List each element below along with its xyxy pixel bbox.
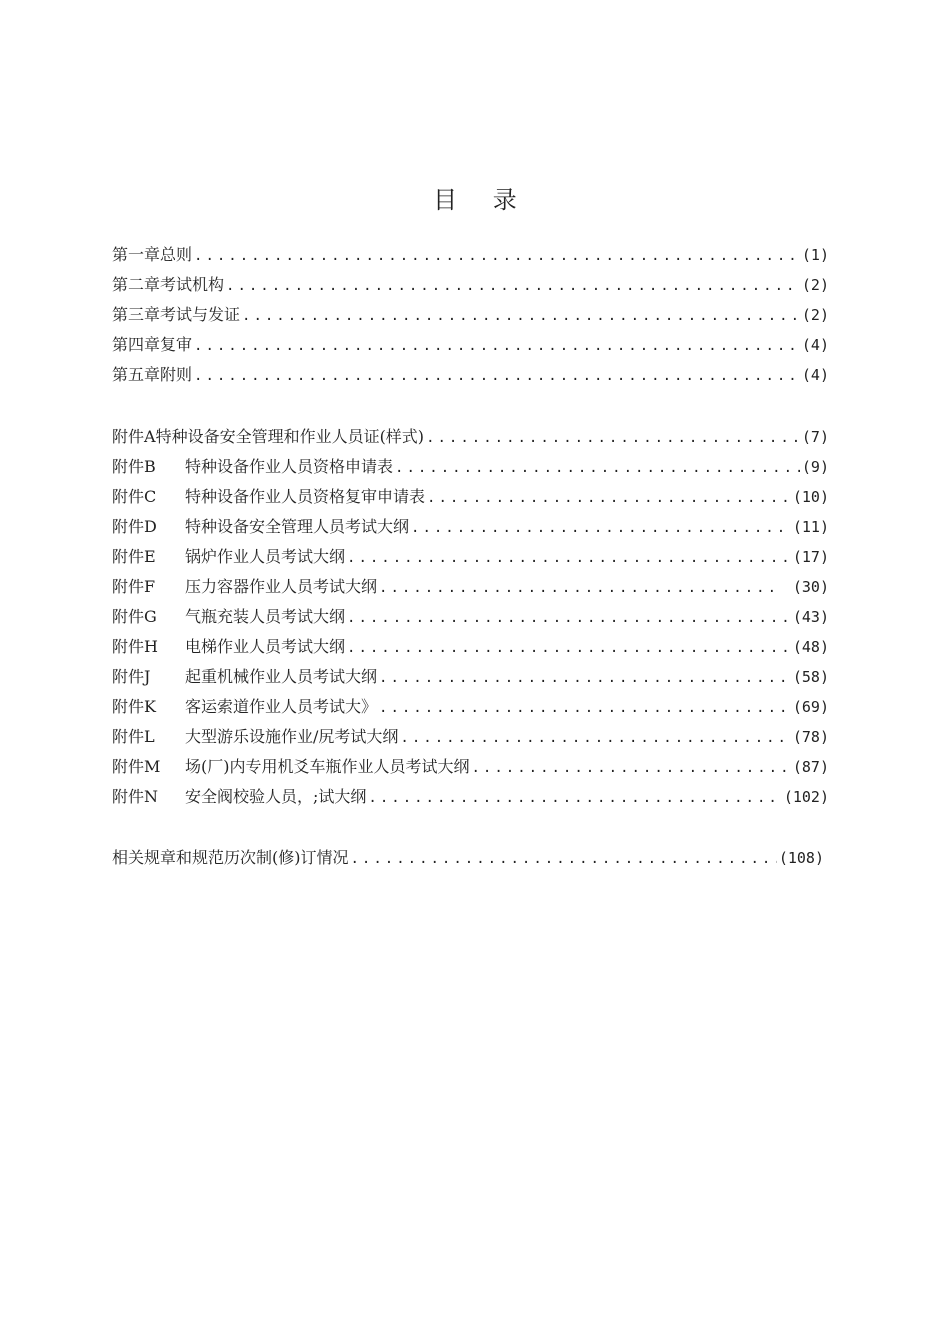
toc-entry[interactable] bbox=[112, 424, 829, 454]
annex-title: 特种设备作业人员资格申请表 bbox=[185, 457, 394, 476]
toc-entry[interactable] bbox=[112, 604, 829, 634]
toc-chapters bbox=[112, 242, 829, 392]
annex-title: 大型游乐设施作业/尻考试大纲 bbox=[185, 727, 399, 746]
annex-title: 起重机械作业人员考试大纲 bbox=[185, 667, 378, 686]
page-number: (78) bbox=[792, 728, 829, 746]
leader-dots bbox=[194, 368, 800, 384]
page-number: (102) bbox=[783, 788, 829, 806]
toc-entry[interactable] bbox=[112, 242, 829, 272]
page-number: (58) bbox=[792, 668, 829, 686]
annex-title: 气瓶充装人员考试大纲 bbox=[185, 607, 346, 626]
annex-title: 锅炉作业人员考试大纲 bbox=[185, 547, 346, 566]
page-number: (10) bbox=[792, 488, 829, 506]
annex-title: 安全阀校验人员，;试大纲 bbox=[185, 787, 367, 806]
annex-code: 附件B bbox=[112, 457, 156, 476]
annex-title: 电梯作业人员考试大纲 bbox=[185, 637, 346, 656]
toc-entry[interactable] bbox=[112, 784, 829, 814]
toc-related bbox=[112, 845, 824, 875]
page-number: (4) bbox=[801, 336, 829, 354]
leader-dots bbox=[194, 338, 800, 354]
leader-dots bbox=[226, 278, 800, 294]
leader-dots bbox=[426, 430, 800, 446]
toc-entry[interactable] bbox=[112, 694, 829, 724]
page-number: (11) bbox=[792, 518, 829, 536]
annex-code: 附件D bbox=[112, 517, 157, 536]
page-number: (108) bbox=[778, 849, 824, 867]
page-number: (48) bbox=[792, 638, 829, 656]
toc-entry[interactable] bbox=[112, 302, 829, 332]
annex-code: 附件E bbox=[112, 547, 156, 566]
toc-entry[interactable] bbox=[112, 272, 829, 302]
leader-dots bbox=[347, 610, 791, 626]
toc-entry[interactable] bbox=[112, 362, 829, 392]
toc-entry[interactable] bbox=[112, 574, 829, 604]
leader-dots bbox=[395, 460, 800, 476]
toc-entry[interactable] bbox=[112, 754, 829, 784]
toc-entry[interactable] bbox=[112, 845, 824, 875]
leader-dots bbox=[427, 490, 791, 506]
entry-label: 相关规章和规范历次制(修)订情况 bbox=[112, 848, 349, 867]
entry-label: 第三章考试与发证 bbox=[112, 305, 241, 324]
page-number: (1) bbox=[801, 246, 829, 264]
annex-code: 附件J bbox=[112, 667, 151, 686]
annex-code: 附件K bbox=[112, 697, 156, 716]
leader-dots bbox=[368, 790, 781, 806]
annex-title: 压力容器作业人员考试大纲 bbox=[185, 577, 378, 596]
leader-dots bbox=[400, 730, 790, 746]
entry-label: 第二章考试机构 bbox=[112, 275, 225, 294]
annex-code: 附件L bbox=[112, 727, 155, 746]
annex-title: 特种设备作业人员资格复审申请表 bbox=[185, 487, 426, 506]
page-number: (30) bbox=[792, 578, 829, 596]
toc-entry[interactable] bbox=[112, 724, 829, 754]
annex-code: 附件A bbox=[112, 427, 156, 446]
entry-label: 第五章附则 bbox=[112, 365, 193, 384]
leader-dots bbox=[472, 760, 791, 776]
annex-title: 特种设备安全管理人员考试大纲 bbox=[185, 517, 410, 536]
leader-dots bbox=[379, 670, 791, 686]
toc-annexes bbox=[112, 424, 829, 814]
page-number: (2) bbox=[801, 276, 829, 294]
page-number: (4) bbox=[801, 366, 829, 384]
toc-entry[interactable] bbox=[112, 454, 829, 484]
entry-label: 第一章总则 bbox=[112, 245, 193, 264]
annex-title: 特种设备安全管理和作业人员证(样式) bbox=[155, 427, 425, 446]
annex-code: 附件C bbox=[112, 487, 157, 506]
annex-title: 客运索道作业人员考试大》 bbox=[185, 697, 378, 716]
leader-dots bbox=[379, 700, 791, 716]
leader-dots bbox=[347, 550, 791, 566]
toc-entry[interactable] bbox=[112, 332, 829, 362]
page-number: (7) bbox=[801, 428, 829, 446]
leader-dots bbox=[242, 308, 800, 324]
toc-entry[interactable] bbox=[112, 664, 829, 694]
annex-code: 附件H bbox=[112, 637, 158, 656]
page-number: (43) bbox=[792, 608, 829, 626]
annex-code: 附件G bbox=[112, 607, 157, 626]
page-number: (17) bbox=[792, 548, 829, 566]
page-number: (69) bbox=[792, 698, 829, 716]
page-title: 目 录 bbox=[433, 186, 531, 214]
leader-dots bbox=[347, 640, 791, 656]
page-number: (2) bbox=[801, 306, 829, 324]
page-number: (9) bbox=[801, 458, 829, 476]
toc-entry[interactable] bbox=[112, 544, 829, 574]
leader-dots bbox=[194, 248, 800, 264]
annex-code: 附件N bbox=[112, 787, 159, 806]
toc-entry[interactable] bbox=[112, 484, 829, 514]
annex-code: 附件F bbox=[112, 577, 156, 596]
toc-entry[interactable] bbox=[112, 634, 829, 664]
leader-dots bbox=[379, 580, 779, 596]
annex-code: 附件M bbox=[112, 757, 161, 776]
toc-entry[interactable] bbox=[112, 514, 829, 544]
leader-dots bbox=[351, 851, 777, 867]
leader-dots bbox=[411, 520, 791, 536]
page-number: (87) bbox=[792, 758, 829, 776]
entry-label: 第四章复审 bbox=[112, 335, 193, 354]
annex-title: 场(厂)内专用机爻车瓶作业人员考试大纲 bbox=[185, 757, 470, 776]
